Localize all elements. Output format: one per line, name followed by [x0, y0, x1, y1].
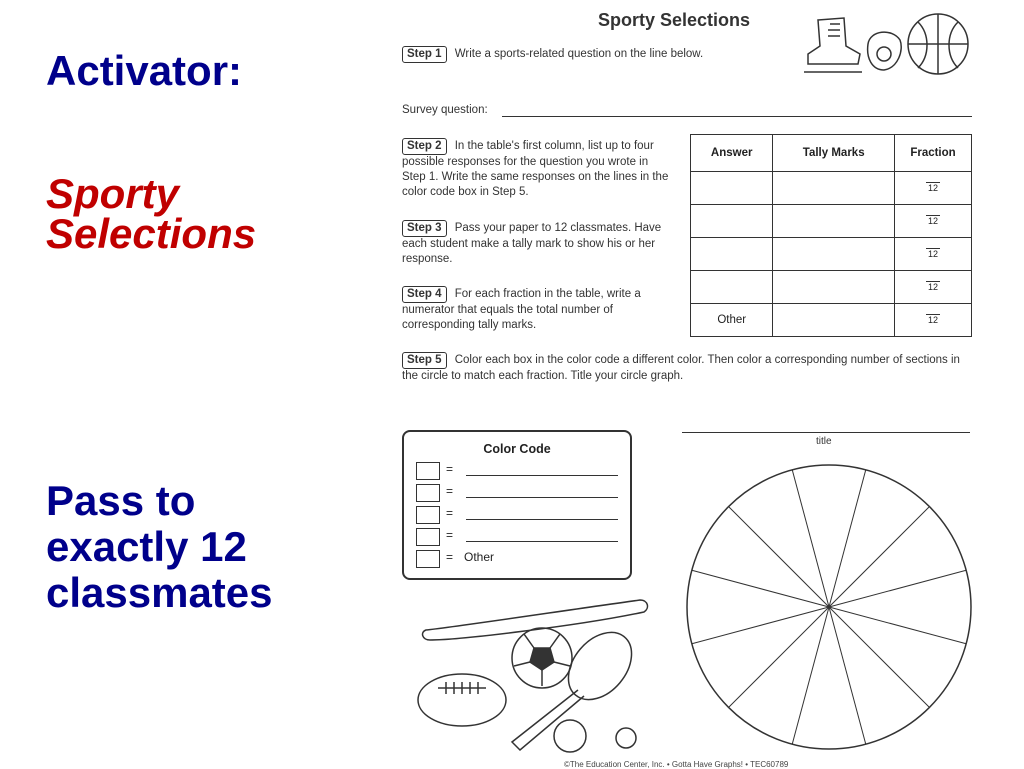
table-row	[691, 172, 972, 205]
header-fraction: Fraction	[895, 135, 972, 172]
tally-cell[interactable]	[773, 205, 895, 238]
step-text: Write a sports-related question on the line below.	[454, 48, 704, 60]
header-tally: Tally Marks	[773, 135, 895, 172]
tally-cell[interactable]	[773, 172, 895, 205]
circle-section-divider	[729, 507, 829, 607]
step-text: In the table's first column, list up to four possible responses for the question you wrote in Step 1. Write the same responses on the lines in the color code box in Step 5.	[402, 140, 669, 198]
skates-glove-basketball-icon	[800, 10, 980, 80]
worksheet-footer: ©The Education Center, Inc. • Gotta Have Graphs! • TEC60789	[564, 760, 789, 769]
football-icon	[418, 674, 506, 726]
answer-cell[interactable]	[691, 271, 773, 304]
instruction-line: exactly 12	[46, 523, 247, 570]
equals-sign: =	[446, 550, 454, 564]
table-row	[691, 271, 972, 304]
table-row	[691, 205, 972, 238]
fraction-cell[interactable]	[895, 205, 972, 238]
survey-answer-line	[502, 116, 972, 117]
circle-section-divider	[829, 507, 929, 607]
survey-label: Survey question:	[402, 104, 488, 116]
equals-sign: =	[446, 528, 454, 542]
tally-cell[interactable]	[773, 238, 895, 271]
tennis-ball-icon	[554, 720, 586, 752]
color-code-box	[402, 430, 632, 580]
denominator: 12	[927, 282, 938, 292]
table-row	[691, 238, 972, 271]
equals-sign: =	[446, 484, 454, 498]
color-swatch[interactable]	[416, 528, 440, 546]
circle-section-divider	[792, 607, 829, 744]
tally-cell[interactable]	[773, 304, 895, 337]
table-row	[691, 304, 972, 337]
answer-cell[interactable]	[691, 238, 773, 271]
fraction-cell[interactable]	[895, 238, 972, 271]
color-swatch[interactable]	[416, 462, 440, 480]
color-code-line[interactable]	[466, 541, 618, 542]
color-code-row	[416, 484, 620, 500]
denominator: 12	[927, 315, 938, 325]
step-text: For each fraction in the table, write a numerator that equals the total number of corresponding tally marks.	[402, 288, 641, 331]
slide-left-panel	[0, 0, 370, 768]
worksheet-title: Sporty Selections	[598, 10, 751, 30]
denominator: 12	[927, 183, 938, 193]
denominator: 12	[927, 249, 938, 259]
color-code-line[interactable]	[466, 519, 618, 520]
color-code-line[interactable]	[466, 475, 618, 476]
graph-title-line[interactable]	[682, 432, 970, 433]
circle-graph	[682, 460, 976, 754]
step-5	[402, 352, 976, 384]
survey-question	[402, 104, 972, 116]
golf-ball-icon	[616, 728, 636, 748]
slide-heading: Activator:	[46, 47, 243, 94]
fraction-cell[interactable]	[895, 271, 972, 304]
other-label: Other	[464, 550, 495, 564]
color-swatch[interactable]	[416, 506, 440, 524]
answer-cell-other: Other	[691, 304, 773, 337]
header-answer: Answer	[691, 135, 773, 172]
color-code-row	[416, 550, 620, 566]
circle-section-divider	[692, 570, 829, 607]
sports-equipment-icon	[408, 596, 658, 758]
step-badge: Step 4	[402, 286, 447, 303]
step-4	[402, 286, 674, 333]
subtitle-line: Sporty	[46, 170, 180, 217]
answer-cell[interactable]	[691, 205, 773, 238]
instruction-line: Pass to	[46, 477, 196, 524]
circle-section-divider	[829, 470, 866, 607]
denominator: 12	[927, 216, 938, 226]
equals-sign: =	[446, 462, 454, 476]
baseball-bat-icon	[423, 600, 648, 640]
circle-section-divider	[829, 607, 929, 707]
instruction-line: classmates	[46, 569, 273, 616]
step-1	[402, 46, 703, 63]
circle-section-divider	[829, 607, 866, 744]
tally-table	[690, 134, 972, 337]
circle-section-divider	[829, 607, 966, 644]
color-swatch[interactable]	[416, 484, 440, 502]
step-badge: Step 1	[402, 46, 447, 63]
tally-cell[interactable]	[773, 271, 895, 304]
step-text: Pass your paper to 12 classmates. Have each student make a tally mark to show his or her response.	[402, 222, 662, 265]
equals-sign: =	[446, 506, 454, 520]
step-badge: Step 5	[402, 352, 447, 369]
fraction-cell[interactable]	[895, 304, 972, 337]
answer-cell[interactable]	[691, 172, 773, 205]
color-code-row	[416, 528, 620, 544]
color-code-title: Color Code	[483, 442, 551, 456]
step-2	[402, 138, 674, 200]
circle-section-divider	[692, 607, 829, 644]
color-code-row	[416, 462, 620, 478]
step-text: Color each box in the color code a different color. Then color a corresponding number of sections in the circle to match each fraction. Title your circle graph.	[402, 354, 960, 382]
graph-title-label: title	[816, 436, 832, 447]
step-badge: Step 2	[402, 138, 447, 155]
color-code-row	[416, 506, 620, 522]
worksheet-image	[376, 0, 1024, 768]
step-3	[402, 220, 674, 267]
color-code-line[interactable]	[466, 497, 618, 498]
circle-section-divider	[829, 570, 966, 607]
fraction-cell[interactable]	[895, 172, 972, 205]
circle-section-divider	[729, 607, 829, 707]
circle-section-divider	[792, 470, 829, 607]
subtitle-line: Selections	[46, 210, 257, 257]
slide-subtitle	[46, 170, 257, 257]
step-badge: Step 3	[402, 220, 447, 237]
color-swatch[interactable]	[416, 550, 440, 568]
slide-instruction	[46, 478, 273, 616]
